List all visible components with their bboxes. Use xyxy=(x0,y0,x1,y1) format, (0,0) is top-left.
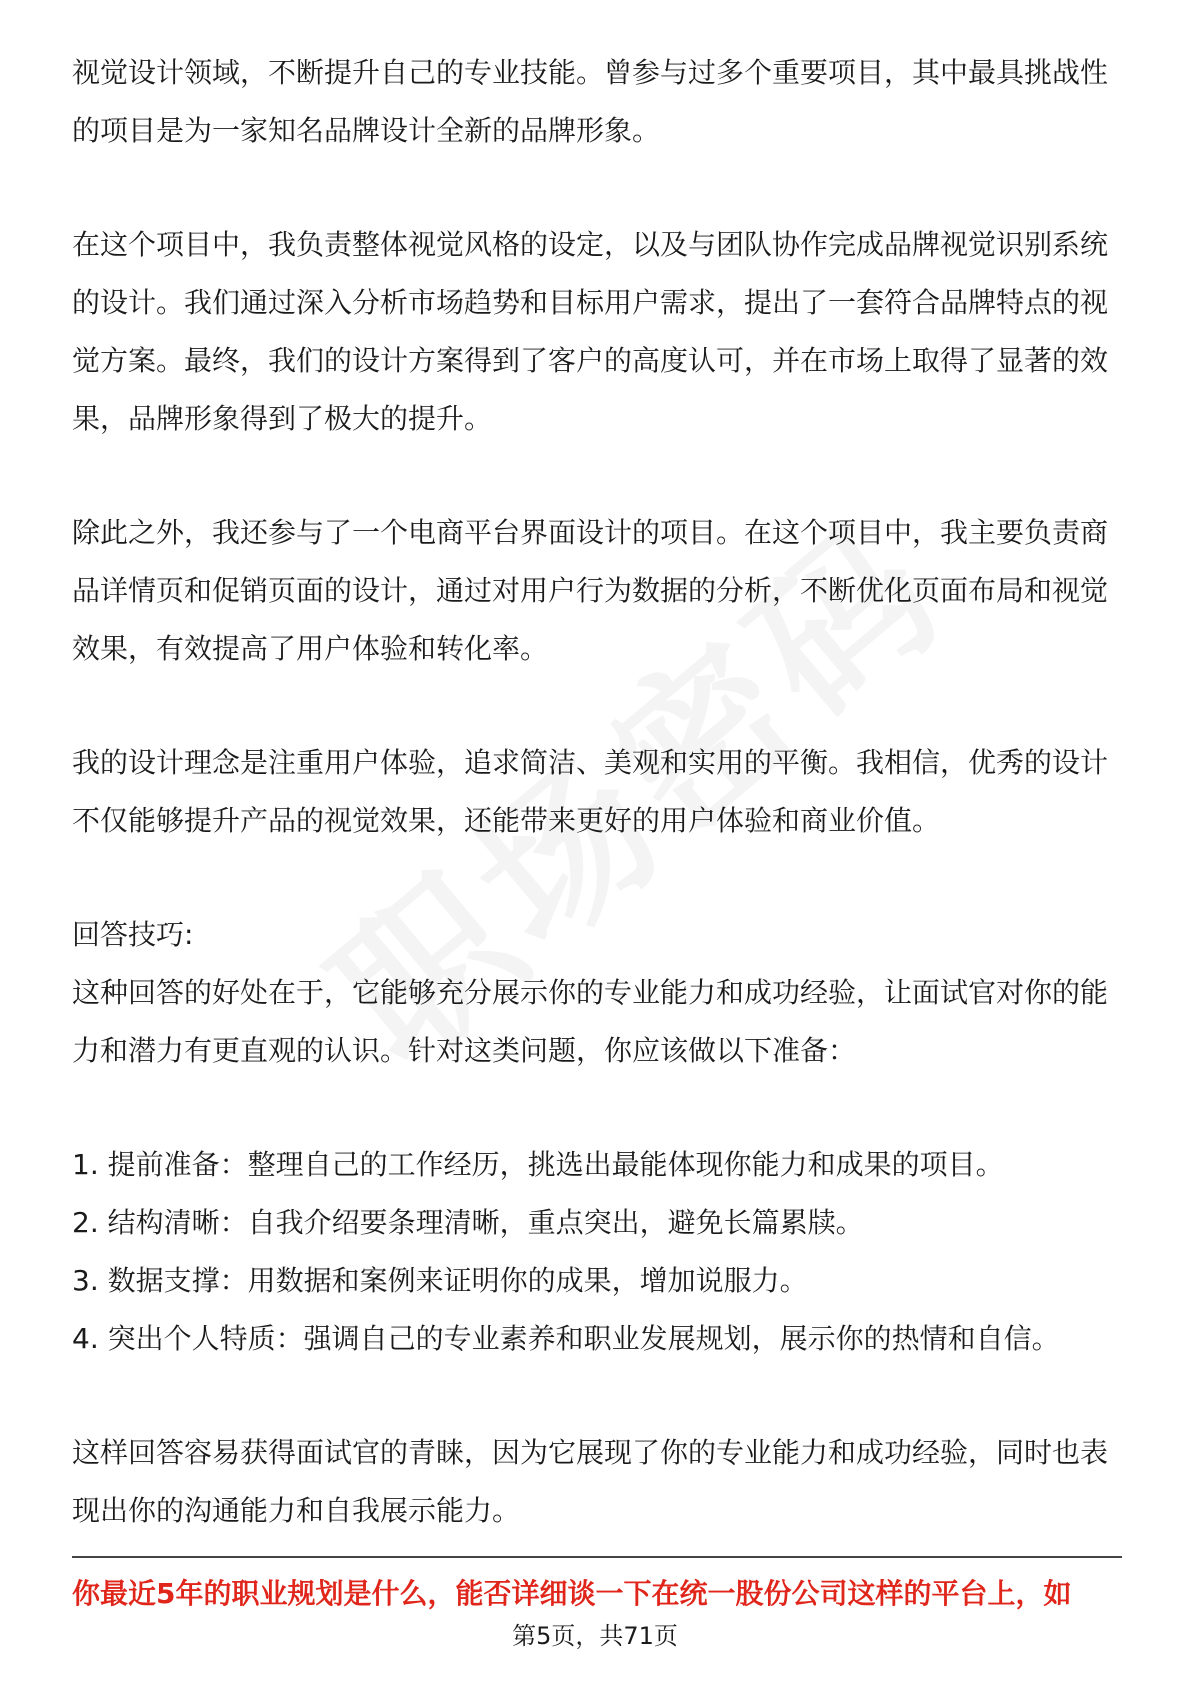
page-number: 第5页，共71页 xyxy=(512,1622,678,1650)
document-body xyxy=(72,44,1122,1596)
tips-conclusion: 这样回答容易获得面试官的青睐，因为它展现了你的专业能力和成功经验，同时也表现出你的沟通能力和自我展示能力。 xyxy=(72,1436,1109,1527)
paragraph-brand-project: 在这个项目中，我负责整体视觉风格的设定，以及与团队协作完成品牌视觉识别系统的设计。我们通过深入分析市场趋势和目标用户需求，提出了一套符合品牌特点的视觉方案。最终，我们的设计方案得到了客户的高度认可，并在市场上取得了显著的效果，品牌形象得到了极大的提升。 xyxy=(72,228,1109,435)
list-item: 2. 结构清晰：自我介绍要条理清晰，重点突出，避免长篇累牍。 xyxy=(72,1206,864,1239)
list-item: 3. 数据支撑：用数据和案例来证明你的成果，增加说服力。 xyxy=(72,1264,808,1297)
next-question-heading: 你最近5年的职业规划是什么，能否详细谈一下在统一股份公司这样的平台上，如 xyxy=(72,1577,1072,1610)
tips-heading: 回答技巧: xyxy=(72,918,194,951)
tips-list xyxy=(72,1136,1122,1368)
list-item: 4. 突出个人特质：强调自己的专业素养和职业发展规划，展示你的热情和自信。 xyxy=(72,1322,1060,1355)
paragraph-design-philosophy: 我的设计理念是注重用户体验，追求简洁、美观和实用的平衡。我相信，优秀的设计不仅能够提升产品的视觉效果，还能带来更好的用户体验和商业价值。 xyxy=(72,746,1109,837)
divider xyxy=(72,1556,1122,1558)
tips-intro: 这种回答的好处在于，它能够充分展示你的专业能力和成功经验，让面试官对你的能力和潜力有更直观的认识。针对这类问题，你应该做以下准备： xyxy=(72,976,1109,1067)
paragraph-ecommerce-project: 除此之外，我还参与了一个电商平台界面设计的项目。在这个项目中，我主要负责商品详情页和促销页面的设计，通过对用户行为数据的分析，不断优化页面布局和视觉效果，有效提高了用户体验和转化率。 xyxy=(72,516,1109,665)
paragraph-project-intro: 视觉设计领域，不断提升自己的专业技能。曾参与过多个重要项目，其中最具挑战性的项目是为一家知名品牌设计全新的品牌形象。 xyxy=(72,56,1109,147)
list-item: 1. 提前准备：整理自己的工作经历，挑选出最能体现你能力和成果的项目。 xyxy=(72,1148,1004,1181)
